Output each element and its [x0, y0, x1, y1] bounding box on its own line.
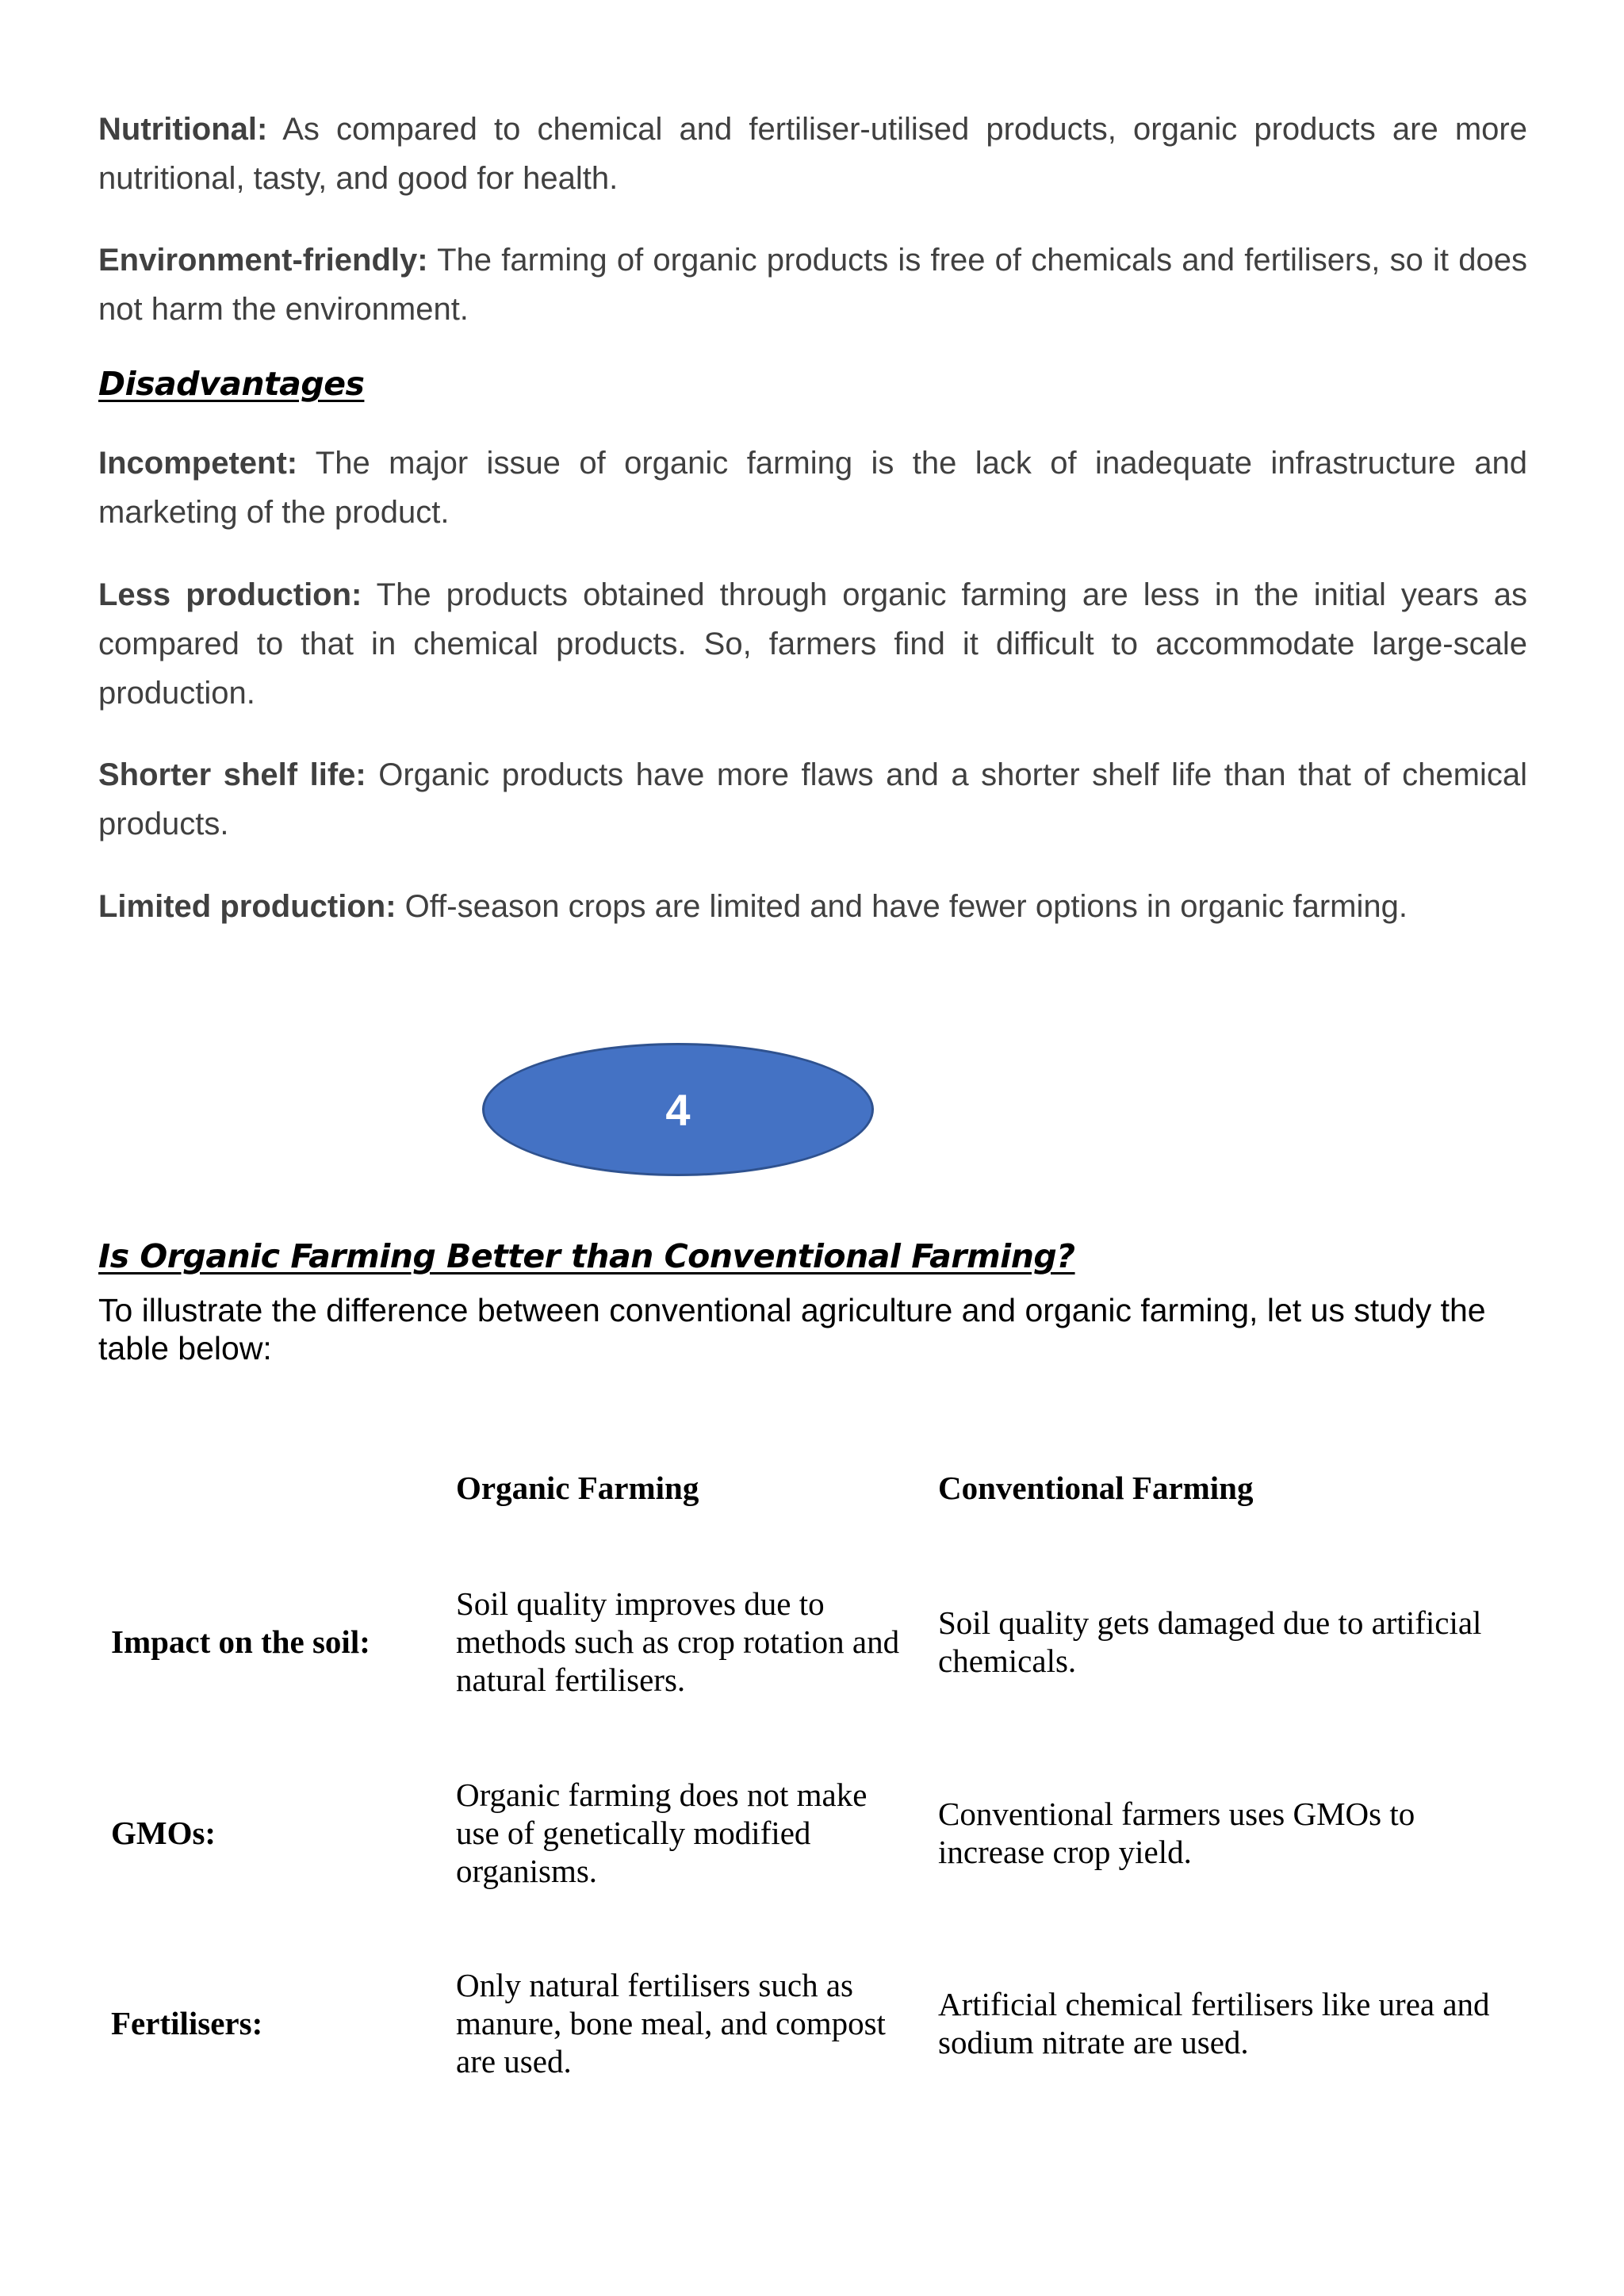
cell-conventional-soil: Soil quality gets damaged due to artificial chemicals. — [938, 1604, 1482, 1679]
disadvantage-term: Incompetent: — [98, 446, 298, 481]
row-label-gmos: GMOs: — [111, 1815, 216, 1851]
comparison-heading: Is Organic Farming Better than Conventional Farming? — [98, 1237, 1075, 1275]
advantage-nutritional — [98, 105, 1527, 203]
disadvantage-incompetent — [98, 439, 1527, 537]
disadvantages-heading: Disadvantages — [98, 365, 365, 403]
comparison-intro: To illustrate the difference between conventional agriculture and organic farming, let us study the table below: — [98, 1292, 1486, 1366]
column-header-conventional: Conventional Farming — [938, 1470, 1254, 1506]
cell-organic-fertilisers: Only natural fertilisers such as manure, bone meal, and compost are used. — [456, 1967, 886, 2079]
cell-conventional-fertilisers: Artificial chemical fertilisers like urea and sodium nitrate are used. — [938, 1986, 1490, 2060]
disadvantage-text: The major issue of organic farming is the lack of inadequate infrastructure and marketing of the product. — [98, 446, 1527, 530]
cell-organic-soil: Soil quality improves due to methods such as crop rotation and natural fertilisers. — [456, 1585, 900, 1698]
disadvantage-term: Less production: — [98, 577, 362, 612]
disadvantage-less-production — [98, 570, 1527, 718]
row-label-fertilisers: Fertilisers: — [111, 2005, 263, 2041]
disadvantage-term: Limited production: — [98, 889, 396, 924]
advantage-term: Nutritional: — [98, 112, 268, 147]
disadvantage-text: The products obtained through organic farming are less in the initial years as compared to that in chemical products. So, farmers find it difficult to accommodate large-scale production. — [98, 577, 1528, 711]
disadvantage-text: Off-season crops are limited and have fewer options in organic farming. — [396, 889, 1408, 924]
advantage-term: Environment-friendly: — [98, 243, 428, 278]
cell-conventional-gmos: Conventional farmers uses GMOs to increase crop yield. — [938, 1796, 1415, 1870]
advantage-environment-friendly — [98, 236, 1527, 334]
column-header-organic: Organic Farming — [456, 1470, 699, 1506]
disadvantage-text: Organic products have more flaws and a shorter shelf life than that of chemical products. — [98, 757, 1527, 841]
advantage-text: As compared to chemical and fertiliser-utilised products, organic products are more nutritional, tasty, and good for health. — [98, 112, 1527, 196]
disadvantage-term: Shorter shelf life: — [98, 757, 366, 792]
advantage-text: The farming of organic products is free of chemicals and fertilisers, so it does not harm the environment. — [98, 243, 1527, 327]
disadvantage-shorter-shelf-life — [98, 750, 1527, 849]
disadvantage-limited-production — [98, 882, 1527, 931]
page-number: 4 — [665, 1084, 691, 1135]
cell-organic-gmos: Organic farming does not make use of genetically modified organisms. — [456, 1777, 868, 1889]
row-label-soil: Impact on the soil: — [111, 1623, 370, 1660]
page-number-badge — [482, 1043, 874, 1176]
